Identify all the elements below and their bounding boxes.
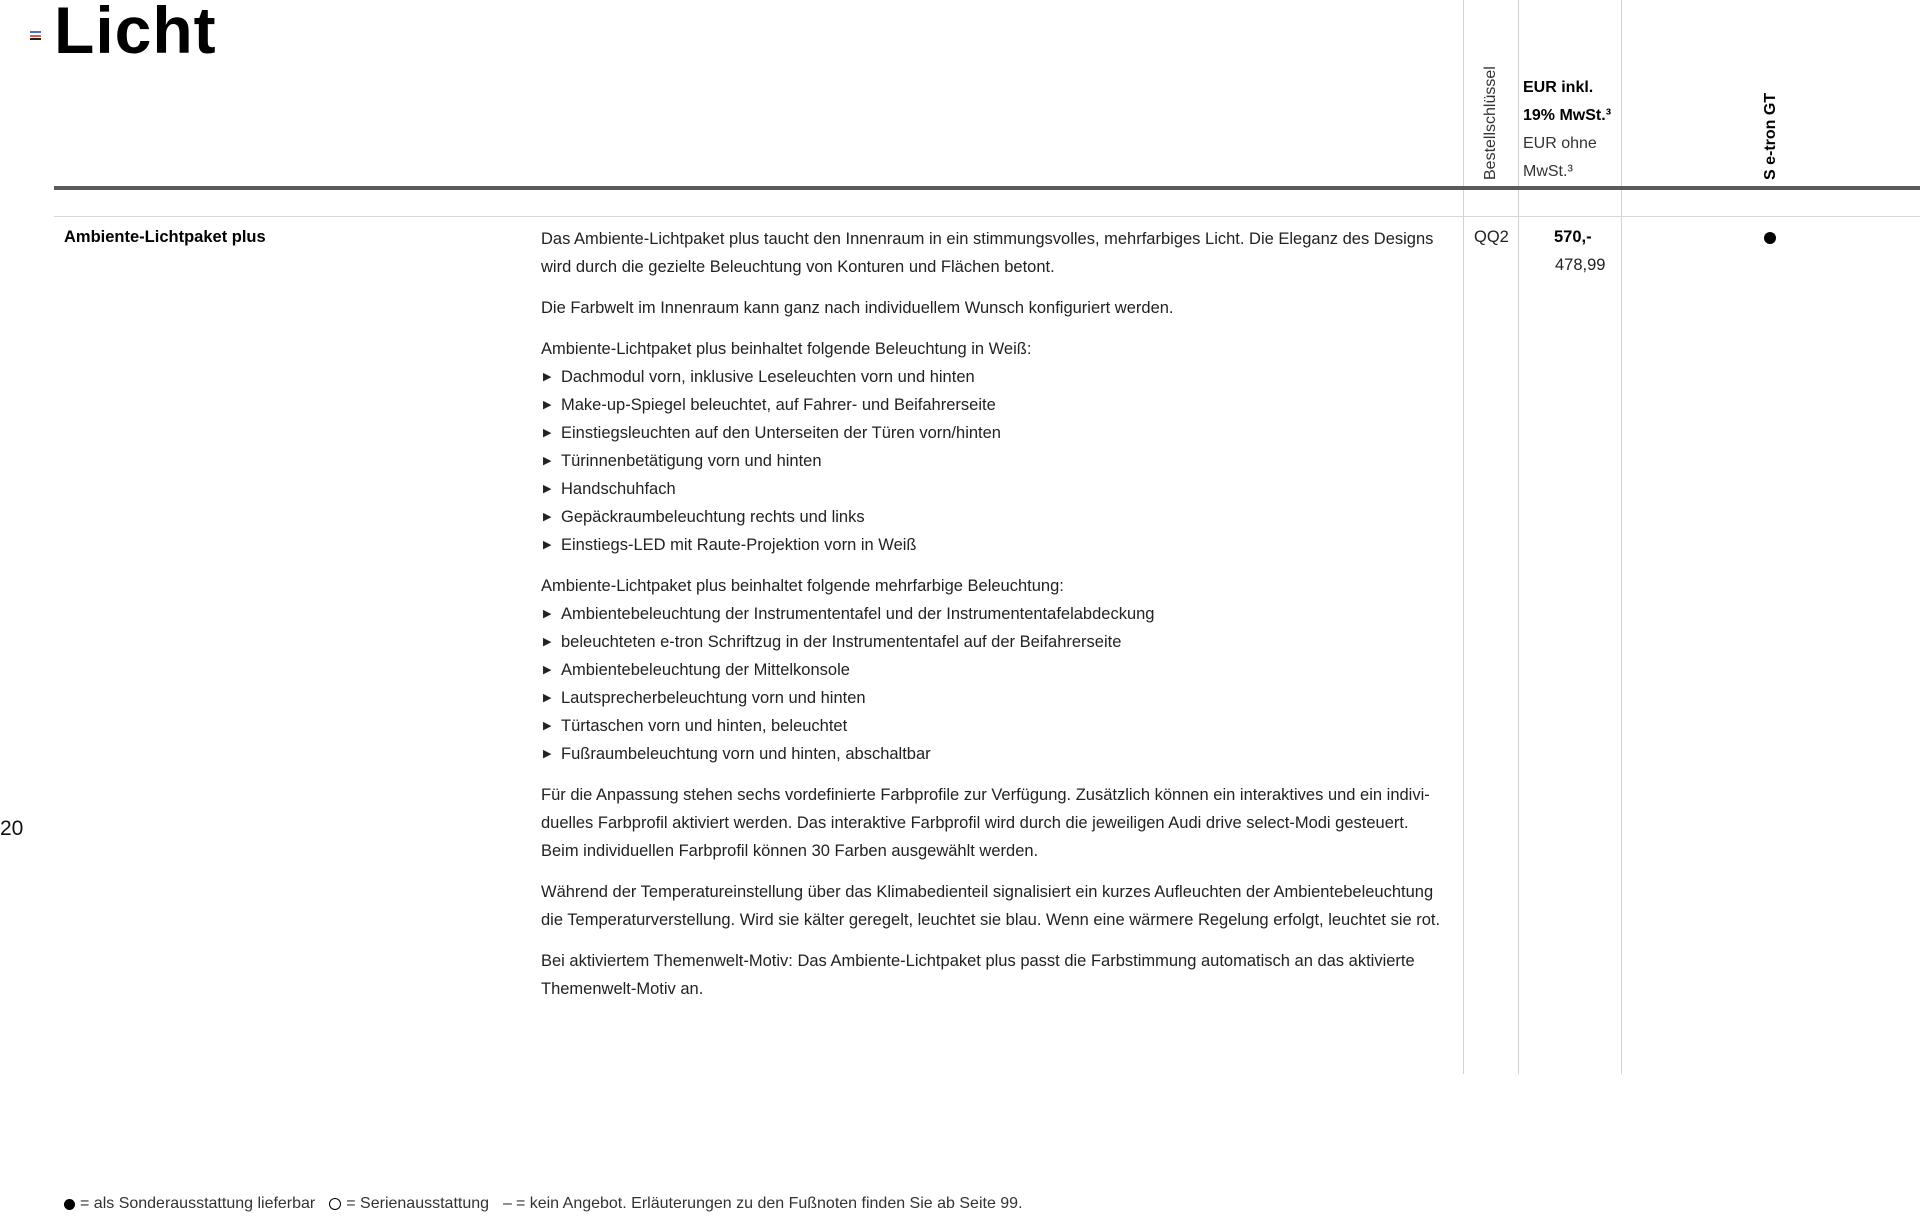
header-rule	[54, 186, 1920, 190]
list-item-text: beleuchteten e-tron Schriftzug in der Instrumententafel auf der Beifahrerseite	[561, 633, 1122, 651]
price-excl-vat: 478,99	[1555, 256, 1606, 274]
bullet-arrow-icon: ▶	[543, 511, 552, 523]
list-item	[541, 656, 1456, 684]
desc-temperature: Während der Temperatureinstellung über das Klimabedienteil signalisiert ein kurzes Aufleuchten der Ambientebeleuchtung die Temperaturverstellung. Wird sie kälter geregelt, leuchtet sie blau. Wenn eine wärmere Regelung erfolgt, leuchtet sie rot.	[541, 883, 1441, 929]
order-code: QQ2	[1474, 228, 1509, 246]
desc-config: Die Farbwelt im Innenraum kann ganz nach individuellem Wunsch konfiguriert werden.	[541, 299, 1174, 317]
title-mark-icon	[30, 31, 41, 40]
desc-profiles-line2: duelles Farbprofil aktiviert werden. Das interaktive Farbprofil wird durch die jeweiligen Audi drive select-Modi gesteuert.	[541, 814, 1409, 832]
list-item	[541, 419, 1456, 447]
legend-none: = kein Angebot. Erläuterungen zu den Fußnoten finden Sie ab Seite 99.	[515, 1195, 1023, 1212]
desc-profiles	[541, 781, 1456, 865]
white-lighting-list	[541, 363, 1456, 559]
list-item	[541, 475, 1456, 503]
feature-name: Ambiente-Lichtpaket plus	[64, 228, 266, 246]
availability-dot-icon	[1764, 232, 1776, 244]
bullet-arrow-icon: ▶	[543, 664, 552, 676]
list-item-text: Gepäckraumbeleuchtung rechts und links	[561, 508, 865, 526]
bullet-arrow-icon: ▶	[543, 399, 552, 411]
desc-color-heading: Ambiente-Lichtpaket plus beinhaltet folgende mehrfarbige Beleuchtung:	[541, 577, 1064, 595]
list-item	[541, 503, 1456, 531]
bullet-arrow-icon: ▶	[543, 371, 552, 383]
list-item	[541, 531, 1456, 559]
list-item	[541, 391, 1456, 419]
list-item-text: Make-up-Spiegel beleuchtet, auf Fahrer- und Beifahrerseite	[561, 396, 996, 414]
header-model: S e-tron GT	[1762, 92, 1779, 180]
list-item-text: Einstiegs-LED mit Raute-Projektion vorn in Weiß	[561, 536, 917, 554]
row-rule	[54, 216, 1920, 217]
legend-optional: = als Sonderausstattung lieferbar	[80, 1195, 316, 1212]
bullet-arrow-icon: ▶	[543, 427, 552, 439]
legend-standard: = Serienausstattung	[346, 1195, 490, 1212]
list-item	[541, 740, 1456, 768]
list-item-text: Türtaschen vorn und hinten, beleuchtet	[561, 717, 848, 735]
list-item-text: Einstiegsleuchten auf den Unterseiten der Türen vorn/hinten	[561, 424, 1001, 442]
filled-dot-icon	[64, 1199, 75, 1210]
desc-white-heading: Ambiente-Lichtpaket plus beinhaltet folgende Beleuchtung in Weiß:	[541, 340, 1032, 358]
bullet-arrow-icon: ▶	[543, 483, 552, 495]
header-price-incl-line2: 19% MwSt.³	[1523, 107, 1612, 124]
legend	[64, 1195, 1023, 1213]
price-incl-vat: 570,-	[1554, 228, 1592, 246]
header-price-excl-line2: MwSt.³	[1523, 163, 1573, 180]
list-item-text: Handschuhfach	[561, 480, 676, 498]
desc-theme: Bei aktiviertem Themenwelt-Motiv: Das Ambiente-Lichtpaket plus passt die Farbstimmung automatisch an das aktivierte Themenwelt-Motiv an.	[541, 952, 1415, 998]
page-title: Licht	[54, 0, 217, 67]
bullet-arrow-icon: ▶	[543, 455, 552, 467]
column-divider	[1463, 0, 1464, 1074]
header-price-excl-line1: EUR ohne	[1523, 135, 1597, 152]
bullet-arrow-icon: ▶	[543, 636, 552, 648]
desc-profiles-line3: Beim individuellen Farbprofil können 30 Farben ausgewählt werden.	[541, 842, 1039, 860]
column-divider	[1518, 0, 1519, 1074]
list-item	[541, 628, 1456, 656]
bullet-arrow-icon: ▶	[543, 748, 552, 760]
bullet-arrow-icon: ▶	[543, 608, 552, 620]
list-item	[541, 600, 1456, 628]
desc-profiles-line1: Für die Anpassung stehen sechs vordefinierte Farbprofile zur Verfügung. Zusätzlich können ein interaktives und ein indivi-	[541, 786, 1430, 804]
list-item-text: Türinnenbetätigung vorn und hinten	[561, 452, 822, 470]
header-price-incl-line1: EUR inkl.	[1523, 79, 1594, 96]
bullet-arrow-icon: ▶	[543, 539, 552, 551]
legend-dash: –	[503, 1195, 512, 1212]
header-order-key: Bestellschlüssel	[1482, 66, 1499, 180]
list-item	[541, 712, 1456, 740]
page-number: 20	[0, 817, 24, 840]
list-item	[541, 447, 1456, 475]
open-circle-icon	[329, 1198, 341, 1210]
list-item-text: Ambientebeleuchtung der Instrumententafel und der Instrumententafelabdeckung	[561, 605, 1155, 623]
bullet-arrow-icon: ▶	[543, 720, 552, 732]
header-price	[1523, 74, 1627, 186]
color-lighting-list	[541, 600, 1456, 768]
bullet-arrow-icon: ▶	[543, 692, 552, 704]
list-item-text: Dachmodul vorn, inklusive Leseleuchten vorn und hinten	[561, 368, 975, 386]
list-item	[541, 363, 1456, 391]
list-item	[541, 684, 1456, 712]
list-item-text: Fußraumbeleuchtung vorn und hinten, abschaltbar	[561, 745, 931, 763]
desc-intro: Das Ambiente-Lichtpaket plus taucht den Innenraum in ein stimmungsvolles, mehrfarbiges Licht. Die Eleganz des Designs wird durch die gezielte Beleuchtung von Konturen und Flächen betont.	[541, 230, 1434, 276]
list-item-text: Ambientebeleuchtung der Mittelkonsole	[561, 661, 850, 679]
list-item-text: Lautsprecherbeleuchtung vorn und hinten	[561, 689, 866, 707]
feature-description	[541, 225, 1456, 1016]
